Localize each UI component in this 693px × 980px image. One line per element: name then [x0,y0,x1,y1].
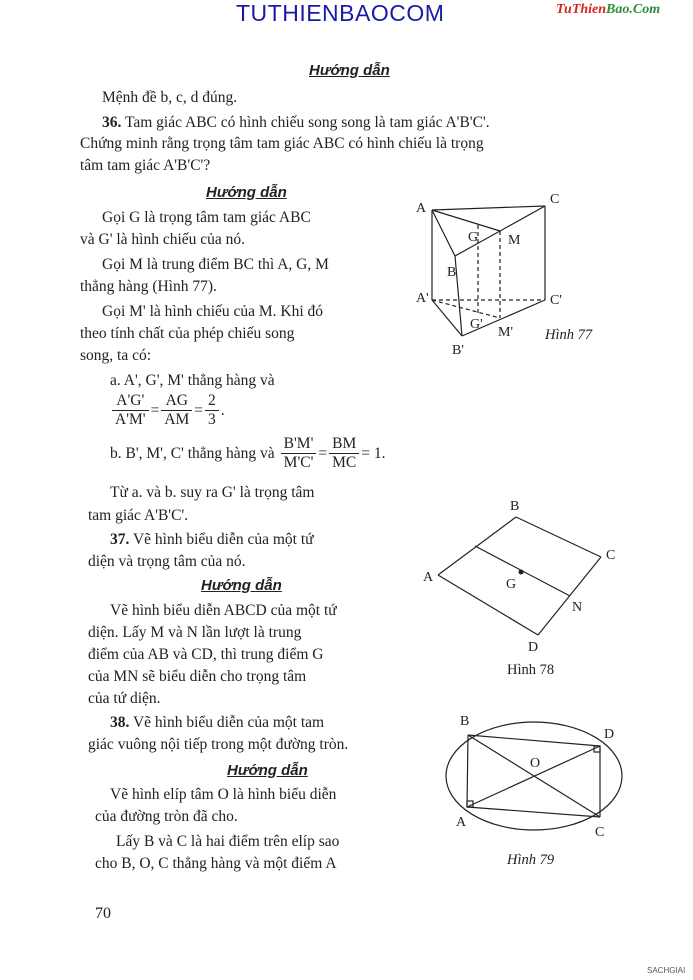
fig78-label-B: B [510,499,520,514]
problem-38-text-1: Vẽ hình biểu diễn của một tam [132,714,325,731]
problem-37-p-line-2: diện. Lấy M và N lần lượt là trung [88,624,302,641]
frac-a1-den: A'M' [115,411,146,428]
frac-a3 [205,392,219,429]
problem-38-heading: Hướng dẫn [227,762,308,779]
fig78-label-C: C [606,548,616,563]
problem-38-p1-line-2: của đường tròn đã cho. [95,808,238,825]
figure-79-caption: Hình 79 [507,852,555,868]
fig79-label-A: A [456,815,467,830]
problem-38-number: 38. [110,714,130,731]
frac-b2 [329,435,359,472]
site-title: TUTHIENBAOCOM [236,0,445,26]
problem-36-a-equation [110,392,225,429]
eq-sign: = [318,444,328,462]
frac-b1 [281,435,317,472]
fig77-label-M1: M' [498,325,513,340]
site-logo-part1: TuThien [556,2,607,17]
figure-78-tetrahedron [418,495,628,660]
problem-36-text-1: Tam giác ABC có hình chiếu song song là tam giác A'B'C'. [124,114,490,131]
fig77-label-C1: C' [550,293,562,308]
problem-36-p1-line-1: Gọi G là trọng tâm tam giác ABC [102,209,311,226]
frac-a1 [112,392,149,429]
section-35-heading: Hướng dẫn [309,62,390,79]
problem-36-p2-line-2: thẳng hàng (Hình 77). [80,278,217,295]
fig77-label-G: G [468,230,479,245]
frac-b1-num: B'M' [281,435,317,454]
frac-a2-den: AM [164,411,190,428]
problem-36-b-end: = 1. [361,444,386,462]
problem-38-p1-line-1: Vẽ hình elíp tâm O là hình biểu diễn [110,786,337,803]
fig77-label-C: C [550,192,560,207]
sachgiai-logo: SACHGIAI [647,966,686,975]
problem-36-p3-line-2: theo tính chất của phép chiếu song [80,325,295,342]
fig79-label-B: B [460,714,470,729]
problem-36-line-1 [102,114,490,132]
eq-sign: = [194,401,204,419]
figure-77-caption: Hình 77 [545,327,593,343]
problem-36-line-2: Chứng minh rằng trọng tâm tam giác ABC có hình chiếu là trọng [80,135,484,152]
problem-38-p2-line-1: Lấy B và C là hai điểm trên elíp sao [116,833,340,850]
problem-37-line-2: diện và trọng tâm của nó. [88,553,246,570]
problem-37-p-line-5: của tứ diện. [88,690,161,707]
frac-b1-den: M'C' [283,454,314,471]
period: . [220,401,225,419]
frac-a2-num: AG [161,392,192,411]
problem-38-line-2: giác vuông nội tiếp trong một đường tròn. [88,736,349,753]
fig78-label-N: N [572,600,583,615]
problem-37-p-line-3: điểm của AB và CD, thì trung điểm G [88,646,324,663]
page-number: 70 [95,905,111,922]
problem-36-conclusion-line-1: Từ a. và b. suy ra G' là trọng tâm [110,484,315,501]
fig78-label-D: D [528,640,539,655]
problem-36-p3-line-1: Gọi M' là hình chiếu của M. Khi đó [102,303,324,320]
problem-36-p2-line-1: Gọi M là trung điểm BC thì A, G, M [102,256,329,273]
problem-36-number: 36. [102,114,122,131]
fig78-centroid-dot [519,570,524,575]
site-logo-part2: Bao.Com [606,2,661,17]
frac-b2-num: BM [329,435,359,454]
site-logo [556,2,660,18]
fig77-label-A: A [416,201,427,216]
frac-a1-num: A'G' [112,392,149,411]
frac-a2 [161,392,192,429]
fig79-label-O: O [530,756,541,771]
problem-37-p-line-1: Vẽ hình biểu diễn ABCD của một tứ [110,602,337,619]
fig78-label-G: G [506,577,517,592]
frac-a3-den: 3 [208,411,216,428]
problem-37-number: 37. [110,531,130,548]
fig77-label-B1: B' [452,343,464,358]
fig77-label-B: B [447,265,457,280]
section-35-answer: Mệnh đề b, c, d đúng. [102,89,238,106]
problem-37-text-1: Vẽ hình biểu diễn của một tứ [132,531,314,548]
frac-b2-den: MC [332,454,357,471]
problem-36-line-3: tâm tam giác A'B'C'? [80,157,211,174]
fig77-label-M: M [508,233,521,248]
problem-37-heading: Hướng dẫn [201,577,282,594]
problem-38-p2-line-2: cho B, O, C thẳng hàng và một điểm A [95,855,337,872]
figure-78-caption: Hình 78 [507,662,555,678]
eq-sign: = [150,401,160,419]
problem-36-p1-line-2: và G' là hình chiếu của nó. [80,231,246,248]
frac-a3-num: 2 [205,392,219,411]
problem-37-p-line-4: của MN sẽ biểu diễn cho trọng tâm [88,668,307,685]
problem-36-b-prefix: b. B', M', C' thẳng hàng và [110,444,275,462]
fig77-label-A1: A' [416,291,429,306]
problem-36-a-line: a. A', G', M' thẳng hàng và [110,372,275,389]
figure-79-ellipse [440,710,630,845]
problem-36-conclusion-line-2: tam giác A'B'C'. [88,507,189,524]
fig79-label-D: D [604,727,615,742]
problem-36-p3-line-3: song, ta có: [80,347,152,364]
fig79-label-C: C [595,825,605,840]
problem-38-line-1 [110,714,324,732]
fig78-label-A: A [423,570,434,585]
problem-36-heading: Hướng dẫn [206,184,287,201]
problem-37-line-1 [110,531,314,549]
problem-36-b-equation [110,435,386,472]
fig77-label-G1: G' [470,317,483,332]
